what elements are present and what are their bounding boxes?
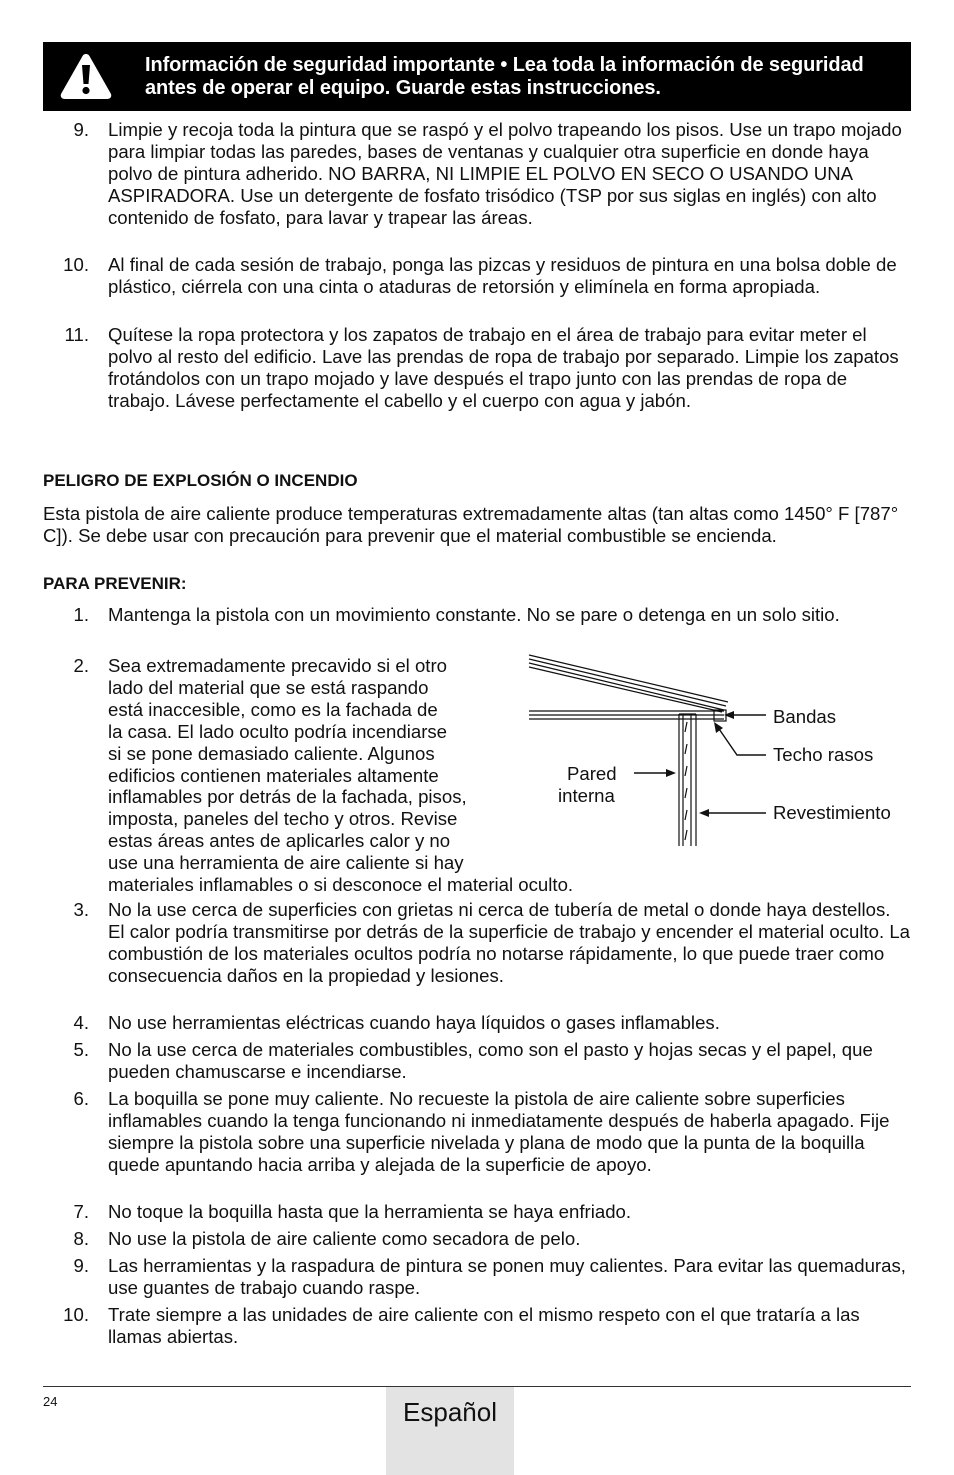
banner-text: Información de seguridad importante • Lea toda la información de seguridad antes de operar el equipo. Guarde estas instrucciones.: [145, 54, 864, 99]
list-item-text: No use la pistola de aire caliente como secadora de pelo.: [108, 1228, 581, 1249]
safety-banner: [43, 42, 911, 111]
language-tab: [386, 1387, 514, 1475]
section-subheading: PARA PREVENIR:: [43, 574, 187, 593]
section-intro: Esta pistola de aire caliente produce temperaturas extremadamente altas (tan altas como 1450° F [787° C]). Se debe usar con precaución para prevenir que el material combustible se encienda.: [43, 503, 899, 546]
list-item-number: 3.: [73, 899, 89, 920]
label-techo-rasos: Techo rasos: [773, 744, 874, 765]
list-item-number: 1.: [73, 604, 89, 625]
list-item-text: No la use cerca de superficies con grietas ni cerca de tubería de metal o donde haya destellos. El calor podría transmitirse por detrás de la superficie de trabajo y encender el material oculto. La combustión de los materiales ocultos podría no notarse rápidamente, lo que puede traer como consecuencia daños en la propiedad y lesiones.: [108, 899, 911, 986]
list-item-number: 2.: [73, 655, 89, 676]
label-pared: Pared: [567, 763, 617, 784]
list-item-number: 6.: [73, 1088, 89, 1109]
list-item-text: No use herramientas eléctricas cuando haya líquidos o gases inflamables.: [108, 1012, 720, 1033]
list-item-text: Limpie y recoja toda la pintura que se raspó y el polvo trapeando los pisos. Use un trapo mojado para limpiar todas las paredes, bases de ventanas y cualquier otra superficie en donde haya polvo de pintura adherido. NO BARRA, NI LIMPIE EL POLVO EN SECO O USANDO UNA ASPIRADORA. Use un detergente de fosfato trisódico (TSP por sus siglas en inglés) con alto contenido de fosfato, para lavar y trapear las áreas.: [108, 119, 902, 228]
list-item-text: Trate siempre a las unidades de aire caliente con el mismo respeto con el que trataría a las llamas abiertas.: [108, 1304, 860, 1347]
list-item-text: Al final de cada sesión de trabajo, ponga las pizcas y residuos de pintura en una bolsa doble de plástico, ciérrela con una cinta o ataduras de retorsión y elimínela en forma apropiada.: [108, 254, 897, 297]
label-bandas: Bandas: [773, 706, 837, 727]
wall-section-diagram: [520, 648, 920, 854]
warning-triangle-icon: [59, 52, 113, 100]
label-interna: interna: [558, 785, 615, 806]
list-item-text: Las herramientas y la raspadura de pintura se ponen muy calientes. Para evitar las quemaduras, use guantes de trabajo cuando raspe.: [108, 1255, 906, 1298]
language-label: Español: [403, 1397, 497, 1427]
list-item-number: 9.: [73, 1255, 89, 1276]
list-item-number: 10.: [63, 1304, 89, 1325]
list-item-text: La boquilla se pone muy caliente. No recueste la pistola de aire caliente sobre superficies inflamables cuando la tenga funcionando ni inmediatamente después de haberla apagado. Fije siempre la pistola sobre una superficie nivelada y plana de modo que la punta de la boquilla quede apuntando hacia arriba y alejada de la superficie de apoyo.: [108, 1088, 890, 1175]
page-number: 24: [43, 1394, 58, 1409]
list-item-number: 9.: [73, 119, 89, 140]
list-item-number: 4.: [73, 1012, 89, 1033]
list-item-number: 10.: [63, 254, 89, 275]
list-item-text: Sea extremadamente precavido si el otro lado del material que se está raspando está inaccesible, como es la fachada de la casa. El lado oculto podría incendiarse si se pone demasiado caliente. Algunos edificios contienen materiales altamente inflamables por detrás de la fachada, pisos, imposta, paneles del techo y otros. Revise estas áreas antes de aplicarles calor y no use una herramienta de aire caliente si hay materiales inflamables o si desconoce el material oculto.: [108, 655, 574, 896]
list-item-number: 11.: [64, 324, 89, 345]
list-item-text: No toque la boquilla hasta que la herramienta se haya enfriado.: [108, 1201, 632, 1222]
list-item-number: 5.: [73, 1039, 89, 1060]
list-item-text: Mantenga la pistola con un movimiento constante. No se pare o detenga en un solo sitio.: [108, 604, 840, 625]
list-item-text: Quítese la ropa protectora y los zapatos de trabajo en el área de trabajo para evitar meter el polvo al resto del edificio. Lave las prendas de ropa de trabajo por separado. Limpie los zapatos frotándolos con un trapo mojado y lave después el trapo junto con las prendas de ropa de trabajo. Lávese perfectamente el cabello y el cuerpo con agua y jabón.: [108, 324, 899, 411]
list-item-number: 8.: [73, 1228, 89, 1249]
section-heading: PELIGRO DE EXPLOSIÓN O INCENDIO: [43, 471, 358, 490]
list-item-number: 7.: [73, 1201, 89, 1222]
list-item-text: No la use cerca de materiales combustibles, como son el pasto y hojas secas y el papel, que pueden chamuscarse e incendiarse.: [108, 1039, 873, 1082]
label-revestimiento: Revestimiento: [773, 802, 891, 823]
